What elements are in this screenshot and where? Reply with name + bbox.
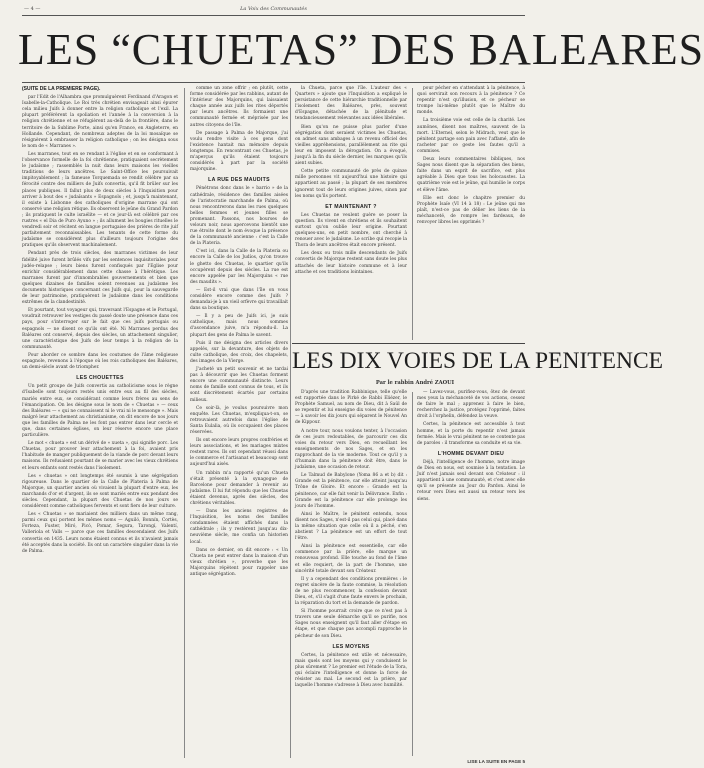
article2-column-a — [295, 390, 407, 756]
continuation-heading: (SUITE DE LA PREMIERE PAGE). — [22, 86, 101, 92]
paragraph: Les marranes, tout en se rendant à l'église et en se conformant à l'observance formelle de la foi chrétienne, pratiquaient secrètement le judaïsme ; rassemblés la nuit dans leurs maisons les vieilles traditions de leurs ancêtres. Le Saint-Office les poursuivait impitoyablement ; la fameuse Torquemada se rendit célèbre par sa férocité contre des milliers de Juifs convertis, qu'il fit brûler sur les places publiques. Il fallut plus de deux siècles à l'Inquisition pour arriver à bout des « judaïsants » Espagnols ; et, jusqu'à maintenant, il existe à Lisbonne des catholiques d'origine marrane qui ont conservé une religion rétique. Ils observent le jeûne du Grand Pardon ; ils pratiquent le culte israélite — et ce jour-là est célébré par ces rustres « el Dia de Puro Ayuno » ; ils allument les bougies rituelles le vendredi soir et récitent en langue portugaise des prières de rite juif parfaitement reconnaissables. Les tenants de cette forme du judaïsme se considèrent plus d'ailleurs toujours l'origine des pratiques qu'ils observent machinalement. — [22, 151, 178, 249]
paragraph: Ils ont encore leurs propres confréries et leurs associations, et les mariages mixtes restent rares. Ils ont cependant réussi dans le commerce et l'artisanat et beaucoup sont aujourd'hui aisés. — [190, 438, 288, 468]
continued-on-page: LISE LA SUITE EN PAGE 5 — [467, 759, 525, 764]
paragraph: Le mot « chueta » est un dérivé de « xueta », qui signifie porc. Les Chuetas, pour prouver leur attachement à la foi, avaient pris l'habitude de manger publiquement de la viande de porc devant leurs maisons. Ils refusaient pourtant de se marier avec les vieux chrétiens et leurs enfants sont restés dans l'isolement. — [22, 441, 178, 471]
col1-section-text — [22, 384, 178, 555]
column-3 — [295, 86, 407, 340]
paragraph: Ainsi le Maître, le pénitent entendu, nous disent nos Sages, n'est-il pas celui qui, placé dans la même situation que celle où il a péché, s'en abstient ? La pénitence est un effort de tout l'être. — [295, 511, 407, 542]
paragraph: Les deux ou trois mille descendants de Juifs convertis de Majorque restent sans doute les plus attachés de leur histoire commune et à leur attache et ces traditions lointaines. — [295, 251, 407, 275]
publication-title: La Voix des Communautés — [240, 6, 307, 12]
paragraph: Dans ce dernier, on dit encore : « Un Chueta ne peut entrer dans la maison d'un vieux chrétien », proverbe que les Majorquins répètent pour rappeler une antique ségrégation. — [190, 547, 288, 578]
paragraph: Cette petite communauté de près de quinze mille personnes vit aujourd'hui une histoire qui appartient au passé ; la plupart de ses membres ignorent tout de leurs origines juives, sinon par les noms qu'ils portent. — [295, 169, 407, 199]
paragraph: — Lavez-vous, purifiez-vous, ôtez de devant mes yeux la méchanceté de vos actions, cessez de faire le mal ; apprenez à faire le bien, recherchez la justice, protégez l'opprimé, faites droit à l'orphelin, défendez la veuve. — [417, 390, 525, 420]
paragraph: Elle est donc le chapitre premier du Prophète Isaïe (VI 14 à 18) : Le jeûne qui me plaît, n'est-ce pas de délier les liens de la méchanceté, de rompre les fardeaux, de renvoyer libres les opprimés ? — [417, 195, 525, 225]
paragraph: A notre tour, nous voulons tenter, à l'occasion de ces jours redoutables, de parcourir ces dix voies du retour vers Dieu, en recueillant les enseignements de nos Sages, et en les rapprochant de la vie moderne. Tout ce qu'il y a d'humain dans la pénitence doit être, dans le judaïsme, une occasion de retour. — [295, 428, 407, 471]
paragraph: Déjà, l'intelligence de l'homme, notre image de Dieu en nous, est soumise à la tentation. Le Juif n'est jamais seul devant son Créateur : il appartient à une communauté, et c'est avec elle qu'il se présente au Jour du Pardon. Ainsi le retour vers Dieu est aussi un retour vers les siens. — [417, 459, 525, 502]
paragraph: Certes, la pénitence est utile et nécessaire, mais quels sont les moyens qui y conduisent le plus sûrement ? Le premier est l'étude de la Tora, qui éclaire l'intelligence et donne la force de résister au mal. Le second est la prière, par laquelle l'homme s'adresse à Dieu avec humilité. — [295, 652, 407, 689]
paragraph: La troisième voie est celle de la charité. Les aumônes, disent nos maîtres, sauvent de la mort. L'Eternel, selon le Midrach, veut que le pénitent partage son pain avec l'affamé, afin de racheter par ce geste les fautes qu'il a commises. — [417, 118, 525, 154]
paragraph: Il y a cependant des conditions premières : le regret sincère de la faute commise, la résolution de ne plus recommencer, la confession devant Dieu, et, s'il s'agit d'une faute envers le prochain, la réparation du tort et la demande de pardon. — [295, 576, 407, 607]
header-rule — [22, 15, 525, 16]
column-divider — [184, 88, 185, 758]
second-article-headline: LES DIX VOIES DE LA PENITENCE — [292, 348, 663, 374]
paragraph: Le Talmud de Babylone (Yoma 86 a et b) dit : Grande est la pénitence, car elle atteint jusqu'au Trône de Gloire. Et encore : Grande est la pénitence, car elle fait venir la Délivrance. Enfin : Grande est la pénitence car elle prolonge les jours de l'homme. — [295, 473, 407, 509]
column-1 — [22, 86, 178, 758]
paragraph: Et pourtant, tout voyageur qui, traversant l'Espagne et le Portugal, voudrait retrouver les vestiges du passé doute une présence dans ces pays, pour s'interroger sur le fait que ces juifs portugais ou espagnols — ne disent ce qu'ils ont été. Ni Marranes perdus des Baléares ont conservé, depuis des siècles, un attachement singulier, une caractéristique des Juifs de leur temps à la religion de la communauté. — [22, 308, 178, 350]
column-divider — [412, 392, 413, 756]
paragraph: Un rabbin m'a rapporté qu'un Chueta s'était présenté à la synagogue de Barcelone pour demander à revenir au judaïsme. Il lui fut répondu que les Chuetas étaient devenus, après des siècles, des chrétiens véritables. — [190, 470, 288, 506]
paragraph: De passage à Palma de Majorque, j'ai voulu rendre visite à ces gens dont l'existence hantait ma mémoire depuis longtemps. En rencontrant ces Chuetas, je m'aperçus qu'ils étaient toujours considérés à part par la société majorquine. — [190, 130, 288, 173]
article-separator — [292, 343, 525, 344]
paragraph: Pénétrons donc dans le « barrio » de la cathédrale, résidence des familles aisées de l'aristocratie marchande de Palma, où nous rencontrerons dans les rues quelques belles femmes et jeunes filles se promenant. Passons, nos bourses de velours noir, nous apercevons bientôt une rue étroite dont le nom évoque la présence de la communauté ancienne : c'est la Calle de la Plateria. — [190, 186, 288, 247]
paragraph: par l'Edit de l'Alhambra que promulguèrent Ferdinand d'Aragon et Isabelle-la-Catholique. Le Roi très chrétien envisageait ainsi épurer cela milieu Juifs à donner entre la religion catholique et l'exil. La plupart préférèrent la spoliation et l'année à la conversion à la religion chrétienne et se réfugièrent au-delà de la frontière, dans le territoire de la Sublime Porte, ainsi qu'en France, en Angleterre, en Hollande. Cependant, de nombreux adeptes de la loi mosaïque se résignèrent à embrasser la religion catholique ; on les désigna sous le nom de « Marranes ». — [22, 95, 178, 149]
section-heading: L'HOMME DEVANT DIEU — [437, 450, 505, 457]
paragraph: Puis il me désigna des articles divers appelés, sur la devanture, des objets de culte catholique, des croix, des chapelets, des images de la Vierge. — [190, 340, 288, 364]
paragraph: C'est ici, dans la Calle de la Plateria ou encore la Calle de los Judíos, qu'on trouve le ghetto des Chuetas, le quartier qu'ils occupèrent depuis des siècles. La rue est encore appelée par les Majorquins « rue des maudits ». — [190, 249, 288, 285]
paragraph: Ainsi la pénitence est essentielle, car elle commence par la prière, elle marque un renouveau profond. Elle touche au fond de l'âme et elle requiert, de la part de l'homme, une sincérité totale devant son Créateur. — [295, 544, 407, 574]
byline: Par le rabbin André ZAOUI — [375, 380, 455, 386]
paragraph: — Dans les anciens registres de l'Inquisition, les noms des familles condamnées étaient affichés dans la cathédrale ; ils y restèrent jusqu'au dix-neuvième siècle, me confia un historien local. — [190, 509, 288, 545]
article-headline: LES “CHUETAS” DES BALEARES — [18, 25, 704, 74]
paragraph: J'acheté un petit souvenir et ne tardai pas à découvrir que les Chuetas forment encore une communauté distincte. Leurs noms de famille sont connus de tous, et ils sont discrètement écartés par certains milieux. — [190, 367, 288, 403]
column-divider — [290, 88, 291, 758]
paragraph: Pendant près de trois siècles, des marranes victimes de leur fidélité juive furent brûlés vifs par les sentences inquisitoriales pour judéo-relapse ; leurs biens furent confisqués par l'Eglise pour enrichir considérablement dans cette chasse à l'hérétique. Les marranes furent par d'innombrables gouvernements et bien que quelques dizaines de familles soient revenues au judaïsme les documents historiques concernant ces Juifs qui, pour la sauvegarde de leur patrimoine, pratiquèrent le judaïsme dans les conditions extrêmes de la clandestinité. — [22, 251, 178, 306]
paragraph: comme un zone offrir ; en plutôt, cette forme considérée par les rabbins, autant de l'intérieur des Majorquins, qui laissaient chaque année aux juifs les rites déportés par leurs ancêtres. Ils formaient une communauté fermée et méprisée par les autres citoyens de l'île. — [190, 86, 288, 128]
paragraph: D'après une tradition Rabbinique, telle qu'elle est rapportée dans le Pirké de Rabbi Eliézer, le Prophète Samuel, au nom de Dieu, dit à Saül de se repentir et lui enseigne dix voies de pénitence — à savoir les dix jours qui séparent le Nouvel An de Kippour. — [295, 390, 407, 426]
running-head — [24, 4, 523, 14]
paragraph: Les « chuetas » ont longtemps été soumis à une ségrégation rigoureuse. Dans le quartier de la Calle de Plateria à Palma de Majorque, un quartier ancien où vivaient la plupart d'entre eux, les marchands d'or et d'argent, ils se sont mariés entre eux pendant des siècles. Cependant, la plupart des Chuetas de nos jours se considèrent comme catholiques fervents et sont fiers de leur culture. — [22, 473, 178, 510]
paragraph: Ce soir-là, je voulus poursuivre mon enquête. Les Chuetas, m'expliqua-t-on, se retrouvaient autrefois dans l'église de Santa Eulalia, où ils occupaient des places réservées. — [190, 405, 288, 435]
paragraph: — Est-il vrai que dans l'île on vous considère encore comme des Juifs ? demandai-je à un vieil orfèvre qui travaillait dans sa boutique. — [190, 287, 288, 312]
paragraph: Les « Chuetas » se mariaient des milliers dans un même rang, parmi ceux qui portent les mêmes noms — Aguiló, Bonnín, Cortès, Forteza, Fuster, Miró, Picó, Pomar, Segura, Tarongí, Valentí, Valleriola et Valls — parce que ces familles descendaient des Juifs convertis en 1435. Leurs noms étaient connus et ils n'avaient jamais été acceptés dans la société. Ils ont un caractère singulier dans la vie de Palma. — [22, 512, 178, 554]
paragraph: Pour aborder ce sombre dans les coutumes de l'âme religieuse espagnole, revenons à l'époque où les rois catholiques des Baléares, un demi-siècle avant de triompher. — [22, 352, 178, 371]
paragraph: Un petit groupe de Juifs convertis au catholicisme sous le règne d'Isabelle sont toujours restés unis entre eux au fil des siècles, mariés entre eux, se considérant comme leurs frères au sens de l'émancipation. On les désigne sous le nom de « Chuetas » — ceux des Baléares — « qui ne connaissent ni le vrai ni le mensonge ». Mais malgré leur attachement au christianisme, on dit encore de nos jours que les familles de Palma ne les font pas entrer dans leur cercle et que, dans certaines églises, on leur réserve encore une place particulière. — [22, 384, 178, 439]
paragraph: Deux leurs commentaires bibliques, nos Sages nous disent que la séparation des biens, faite dans un esprit de sacrifice, est plus agréable à Dieu que tous les holocaustes. La quatrième voie est le jeûne, qui humilie le corps et élève l'âme. — [417, 157, 525, 193]
section-heading: ET MAINTENANT ? — [325, 203, 377, 210]
paragraph: Certes, la pénitence est accessible à tout homme, et la porte du repentir n'est jamais fermée. Mais le vrai pénitent ne se contente pas de paroles : il transforme sa conduite et sa vie. — [417, 422, 525, 446]
column-4 — [417, 86, 525, 340]
section-heading: LA RUE DES MAUDITS — [208, 177, 270, 184]
paragraph: — Il y a peu de Juifs ici, je suis catholique, mais nous sommes d'ascendance juive, m'a répondu-il. La plupart des gens de Palma le savent. — [190, 314, 288, 338]
section-heading: LES CHOUETTES — [76, 375, 124, 382]
col1-top-text — [22, 95, 178, 371]
page-number: — 4 — — [24, 6, 41, 12]
headline-rule — [22, 82, 525, 83]
paragraph: la Chueta, parce que l'île. L'auteur des « Quarters » ajoute que l'Inquisition a expliqué le persistance de cette hiérarchie traditionnelle par l'isolement des Baléares, près, souvent d'Espagne, détachée de la plénitude et tendancieusement relevantes aux idées libérales. — [295, 86, 407, 122]
column-2 — [190, 86, 288, 758]
section-heading: LES MOYENS — [332, 643, 370, 650]
paragraph: Les Chuetas ne veulent guère se poser la question. Ils vivent en chrétiens et ils souhaitent surtout qu'on oublie leur origine. Pourtant quelques-uns, en petit nombre, ont cherché à renouer avec le judaïsme. Le scribe qui recopie la Thora de leurs ancêtres était encore présent. — [295, 212, 407, 249]
paragraph: Bien qu'on ne puisse plus parler d'une ségrégation dont seraient victimes les Chuetas, on admet sans ambages à un revenu officiel des vieilles appréhensions, parallèlement au rite qui leur en imposent la dérogation. On a évoqué, jusqu'à la fin du siècle dernier, les marques qu'ils aient subies. — [295, 124, 407, 167]
column-divider — [412, 88, 413, 340]
paragraph: Si l'homme pourrait croire que ce n'est pas à travers une seule démarche qu'il se purifie, nos Sages nous enseignent qu'il faut aller d'étape en étape, et que chaque pas accompli rapproche le pécheur de son Dieu. — [295, 609, 407, 639]
paragraph: pour pécher en s'attendant à la pénitence, à quoi servirait son recours à la pénitence ? Ce repentir n'est qu'illusion, et ce pécheur se trompe lui-même plutôt que le Maître du monde. — [417, 86, 525, 116]
article2-column-b — [417, 390, 525, 752]
